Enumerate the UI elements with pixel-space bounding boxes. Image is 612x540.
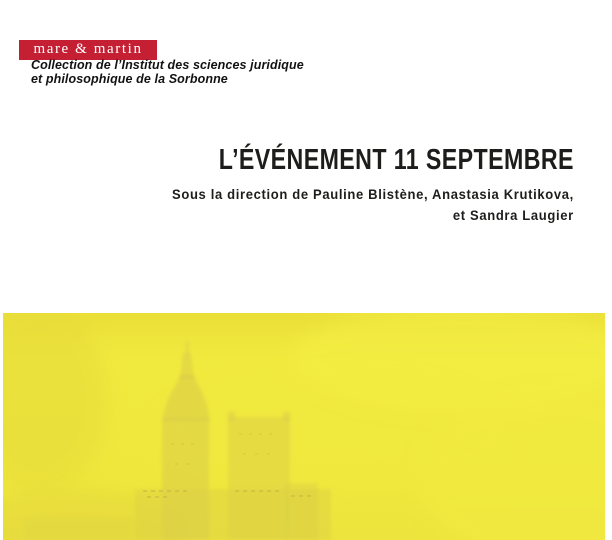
cover-artwork-skyline <box>3 313 605 540</box>
editors-line-2: et Sandra Laugier <box>452 207 574 223</box>
collection-line-1: Collection de l’Institut des sciences juridique <box>31 58 304 72</box>
publisher-name: mare & martin <box>33 40 143 57</box>
collection-line-2: et philosophique de la Sorbonne <box>31 71 228 86</box>
editors-line-1: Sous la direction de Pauline Blistène, Anastasia Krutikova, <box>172 186 575 202</box>
book-title: L’ÉVÉNEMENT 11 SEPTEMBRE <box>218 144 574 176</box>
collection-name <box>31 59 304 86</box>
title-block <box>130 145 574 226</box>
publisher-banner <box>19 40 157 60</box>
editors <box>161 184 574 226</box>
skyline-watercolor-image <box>3 313 605 540</box>
